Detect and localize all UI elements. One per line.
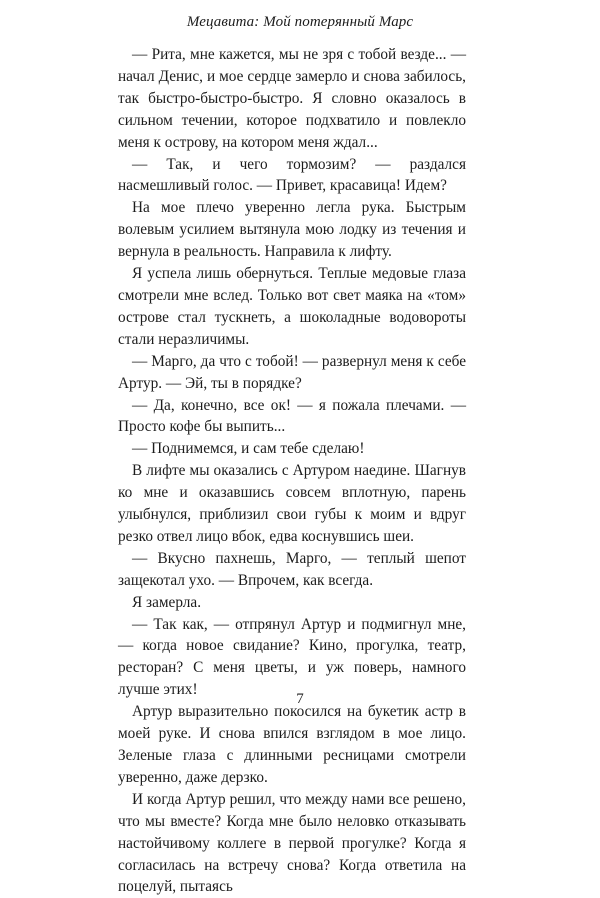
- paragraph: — Марго, да что с тобой! — развернул меня к себе Артур. — Эй, ты в порядке?: [118, 352, 466, 392]
- paragraph: Я успела лишь обернуться. Теплые медовые глаза смотрели мне вслед. Только вот свет маяка на «том» острове стал тускнеть, а шоколадные водовороты стали неразличимы.: [118, 265, 466, 348]
- body-text: [118, 44, 466, 898]
- paragraph: — Рита, мне кажется, мы не зря с тобой везде... — начал Денис, и мое сердце замерло и снова забилось, так быстро-быстро-быстро. Я словно оказалось в сильном течении, которое подхватило и повлекло меня к острову, на котором меня ждал...: [118, 46, 466, 151]
- paragraph: Артур выразительно покосился на букетик астр в моей руке. И снова впился взглядом в мое лицо. Зеленые глаза с длинными ресницами смотрели уверенно, даже дерзко.: [118, 703, 466, 786]
- paragraph: На мое плечо уверенно легла рука. Быстрым волевым усилием вытянула мою лодку из течения и вернула в реальность. Направила к лифту.: [118, 199, 466, 261]
- paragraph: Я замерла.: [132, 593, 202, 611]
- paragraph: — Так, и чего тормозим? — раздался насмешливый голос. — Привет, красавица! Идем?: [118, 155, 466, 195]
- paragraph: В лифте мы оказались с Артуром наедине. Шагнув ко мне и оказавшись совсем вплотную, парень улыбнулся, приблизил свои губы к моим и вдруг резко отвел лицо вбок, едва коснувшись шеи.: [118, 462, 466, 545]
- paragraph: — Да, конечно, все ок! — я пожала плечами. — Просто кофе бы выпить...: [118, 396, 466, 436]
- paragraph: — Вкусно пахнешь, Марго, — теплый шепот защекотал ухо. — Впрочем, как всегда.: [118, 549, 466, 589]
- running-head: Мецавита: Мой потерянный Марс: [186, 14, 414, 30]
- paragraph: — Поднимемся, и сам тебе сделаю!: [132, 440, 365, 458]
- page-number: 7: [296, 691, 304, 707]
- paragraph: — Так как, — отпрянул Артур и подмигнул мне, — когда новое свидание? Кино, прогулка, театр, ресторан? С меня цветы, и уж поверь, намного лучше этих!: [118, 615, 466, 699]
- paragraph: И когда Артур решил, что между нами все решено, что мы вместе? Когда мне было неловко отказывать настойчивому коллеге в первой прогулке? Когда я согласилась на встречу снова? Когда ответила на поцелуй, пытаясь: [118, 790, 466, 896]
